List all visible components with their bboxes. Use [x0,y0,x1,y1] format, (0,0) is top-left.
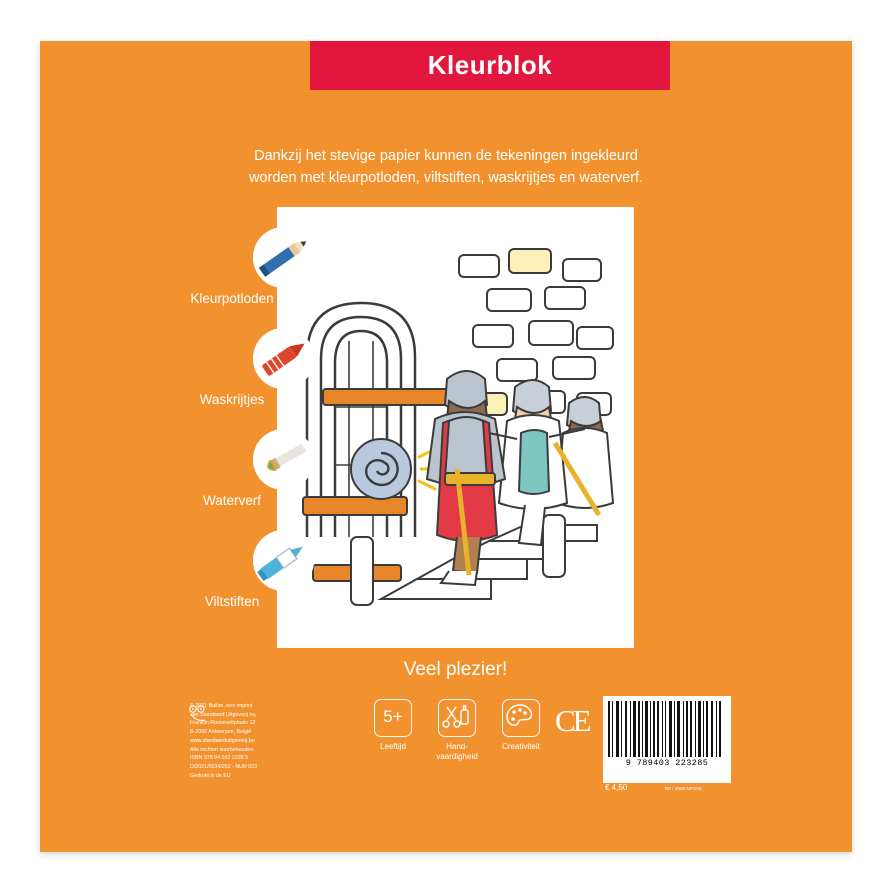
badge-caption-line1: Hand- [446,742,468,751]
colophon-line: Alle rechten voorbehouden. [190,746,255,753]
colophon-line: D/2021/0034/252 - NUR 023 [190,764,258,771]
age-value: 5+ [383,707,403,726]
ce-mark: CE [555,703,589,738]
intro-line-1: Dankzij het stevige papier kunnen de tekeningen ingekleurd [254,148,638,164]
badge-caption: Creativiteit [502,742,540,751]
colophon-line: B-2060 Antwerpen, België [190,729,252,736]
felt-tip-marker-icon [253,530,314,591]
closing-text: Veel plezier! [403,659,508,680]
badges-row [362,699,552,769]
illustration-panel [277,207,634,648]
feature-label: Waskrijtjes [199,392,265,407]
barcode-bars [606,701,722,757]
price-extra [665,779,703,793]
price-extra-line: NL / NUR 023/A.B. [665,779,704,784]
feature-label: Waterverf [202,493,261,508]
feature-waterverf [150,429,300,530]
palette-icon [502,699,540,737]
intro-text [160,145,732,190]
coloring-illustration [277,207,634,648]
intro-line-2: worden met kleurpotloden, viltstiften, waskrijtjes en waterverf. [248,170,644,187]
feature-viltstiften [150,530,300,631]
colored-pencil-icon [253,227,314,288]
feature-label: Kleurpotloden [190,291,274,306]
feature-kleurpotloden [150,227,300,328]
badge-creativiteit [490,699,552,752]
book-back-cover [40,41,852,852]
barcode-block [603,696,731,783]
badge-age [362,699,424,752]
colophon-line: © 2021 Ballon, een imprint [190,703,253,709]
watercolor-brush-icon [253,429,314,490]
price: € 4,50 [605,783,628,792]
badge-caption: Leeftijd [380,742,406,751]
barcode-number: 9 789403 223285 [625,758,709,768]
wax-crayon-icon [253,328,314,389]
colophon-line: Franklin Rooseveltplaats 12 [190,720,256,727]
age-badge-icon [374,699,412,737]
colophon [190,702,325,781]
scissors-glue-icon [438,699,476,737]
colophon-line: van Standaard Uitgeverij nv, [190,711,257,718]
page-title: Kleurblok [427,50,553,80]
knights-castle-line-art [277,207,634,648]
feature-waskrijtjes [150,328,300,429]
materials-list [150,227,300,631]
badge-caption-line2: vaardigheid [436,751,478,761]
colophon-line: www.standaarduitgeverij.be [190,737,255,744]
badge-handvaardigheid [426,699,488,761]
price-extra-line: BE / 4050 NPGNL [665,785,703,791]
colophon-line: Gedrukt in de EU [190,772,231,779]
badge-caption [426,742,488,761]
colophon-line: ISBN 978 94 032 2328 5 [190,755,249,762]
feature-label: Viltstiften [204,594,260,609]
title-banner [310,41,670,90]
